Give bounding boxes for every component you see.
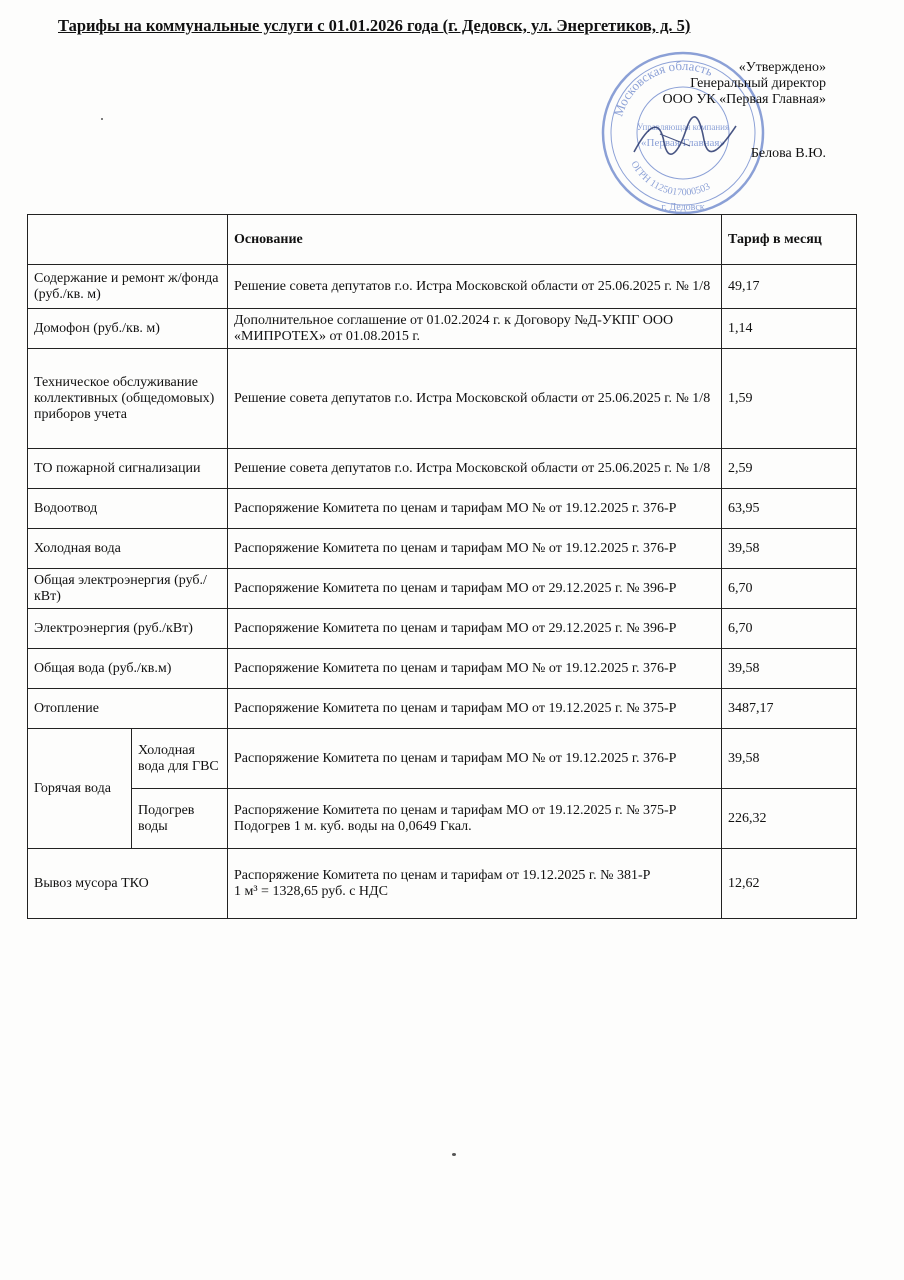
table-row-hot-water-cold — [28, 729, 857, 789]
tariff-table — [27, 214, 857, 919]
service-cell: Содержание и ремонт ж/фонда (руб./кв. м) — [28, 265, 228, 309]
basis-cell: Решение совета депутатов г.о. Истра Московской области от 25.06.2025 г. № 1/8 — [228, 349, 722, 449]
approval-block — [566, 57, 826, 162]
table-row — [28, 609, 857, 649]
svg-text:Московская область: Московская область — [610, 57, 716, 119]
table-row — [28, 489, 857, 529]
scan-speck — [101, 118, 103, 120]
tariff-cell: 3487,17 — [722, 689, 857, 729]
header-basis: Основание — [228, 215, 722, 265]
hot-water-label: Горячая вода — [28, 729, 132, 849]
table-row — [28, 265, 857, 309]
basis-cell: Решение совета депутатов г.о. Истра Московской области от 25.06.2025 г. № 1/8 — [228, 265, 722, 309]
basis-cell: Распоряжение Комитета по ценам и тарифам МО от 19.12.2025 г. № 375-Р — [228, 689, 722, 729]
tariff-cell: 226,32 — [722, 789, 857, 849]
service-cell: Отопление — [28, 689, 228, 729]
basis-cell: Распоряжение Комитета по ценам и тарифам МО № от 19.12.2025 г. 376-Р — [228, 729, 722, 789]
basis-cell — [228, 789, 722, 849]
tariff-cell: 39,58 — [722, 649, 857, 689]
table-row-waste — [28, 849, 857, 919]
basis-cell: Распоряжение Комитета по ценам и тарифам МО № от 19.12.2025 г. 376-Р — [228, 529, 722, 569]
service-cell: ТО пожарной сигнализации — [28, 449, 228, 489]
table-row — [28, 309, 857, 349]
basis-cell: Распоряжение Комитета по ценам и тарифам МО № от 19.12.2025 г. 376-Р — [228, 489, 722, 529]
service-cell: Вывоз мусора ТКО — [28, 849, 228, 919]
tariff-cell: 1,14 — [722, 309, 857, 349]
svg-text:ОГРН 1125017000503: ОГРН 1125017000503 — [628, 159, 712, 199]
svg-text:Управляющая компания: Управляющая компания — [636, 122, 730, 132]
tariff-cell: 1,59 — [722, 349, 857, 449]
tariff-cell: 6,70 — [722, 569, 857, 609]
table-header-row — [28, 215, 857, 265]
service-cell: Домофон (руб./кв. м) — [28, 309, 228, 349]
basis-note: Подогрев 1 м. куб. воды на 0,0649 Гкал. — [234, 818, 472, 834]
table-row — [28, 529, 857, 569]
svg-text:г. Дедовск: г. Дедовск — [661, 202, 705, 213]
basis-cell: Распоряжение Комитета по ценам и тарифам МО № от 19.12.2025 г. 376-Р — [228, 649, 722, 689]
hot-water-sub-heating: Подогрев воды — [132, 789, 228, 849]
service-cell: Техническое обслуживание коллективных (общедомовых) приборов учета — [28, 349, 228, 449]
basis-cell — [228, 849, 722, 919]
approval-company: ООО УК «Первая Главная» — [662, 92, 826, 107]
tariff-cell: 12,62 — [722, 849, 857, 919]
tariff-cell: 39,58 — [722, 529, 857, 569]
basis-line: Распоряжение Комитета по ценам и тарифам МО от 19.12.2025 г. № 375-Р — [234, 802, 677, 818]
tariff-cell: 63,95 — [722, 489, 857, 529]
approval-mark: «Утверждено» — [738, 60, 826, 75]
basis-cell: Распоряжение Комитета по ценам и тарифам МО от 29.12.2025 г. № 396-Р — [228, 609, 722, 649]
header-tariff: Тариф в месяц — [722, 215, 857, 265]
basis-cell: Распоряжение Комитета по ценам и тарифам МО от 29.12.2025 г. № 396-Р — [228, 569, 722, 609]
service-cell: Водоотвод — [28, 489, 228, 529]
tariff-cell: 39,58 — [722, 729, 857, 789]
table-row — [28, 649, 857, 689]
table-row — [28, 449, 857, 489]
service-cell: Электроэнергия (руб./кВт) — [28, 609, 228, 649]
table-row — [28, 689, 857, 729]
basis-cell: Дополнительное соглашение от 01.02.2024 г. к Договору №Д-УКПГ ООО «МИПРОТЕХ» от 01.08.2015 г. — [228, 309, 722, 349]
tariff-cell: 2,59 — [722, 449, 857, 489]
approval-position: Генеральный директор — [690, 76, 826, 91]
approval-signer: Белова В.Ю. — [750, 146, 826, 161]
table-row-hot-water-heating — [28, 789, 857, 849]
svg-text:«Первая Главная»: «Первая Главная» — [641, 137, 725, 149]
document-title: Тарифы на коммунальные услуги с 01.01.2026 года (г. Дедовск, ул. Энергетиков, д. 5) — [58, 16, 691, 35]
service-cell: Холодная вода — [28, 529, 228, 569]
table-row — [28, 569, 857, 609]
service-cell: Общая электроэнергия (руб./кВт) — [28, 569, 228, 609]
table-row — [28, 349, 857, 449]
service-cell: Общая вода (руб./кв.м) — [28, 649, 228, 689]
scan-speck — [452, 1153, 456, 1156]
basis-note: 1 м³ = 1328,65 руб. с НДС — [234, 883, 388, 899]
tariff-cell: 6,70 — [722, 609, 857, 649]
basis-cell: Решение совета депутатов г.о. Истра Московской области от 25.06.2025 г. № 1/8 — [228, 449, 722, 489]
hot-water-sub-cold: Холодная вода для ГВС — [132, 729, 228, 789]
header-service — [28, 215, 228, 265]
basis-line: Распоряжение Комитета по ценам и тарифам от 19.12.2025 г. № 381-Р — [234, 867, 651, 883]
tariff-cell: 49,17 — [722, 265, 857, 309]
